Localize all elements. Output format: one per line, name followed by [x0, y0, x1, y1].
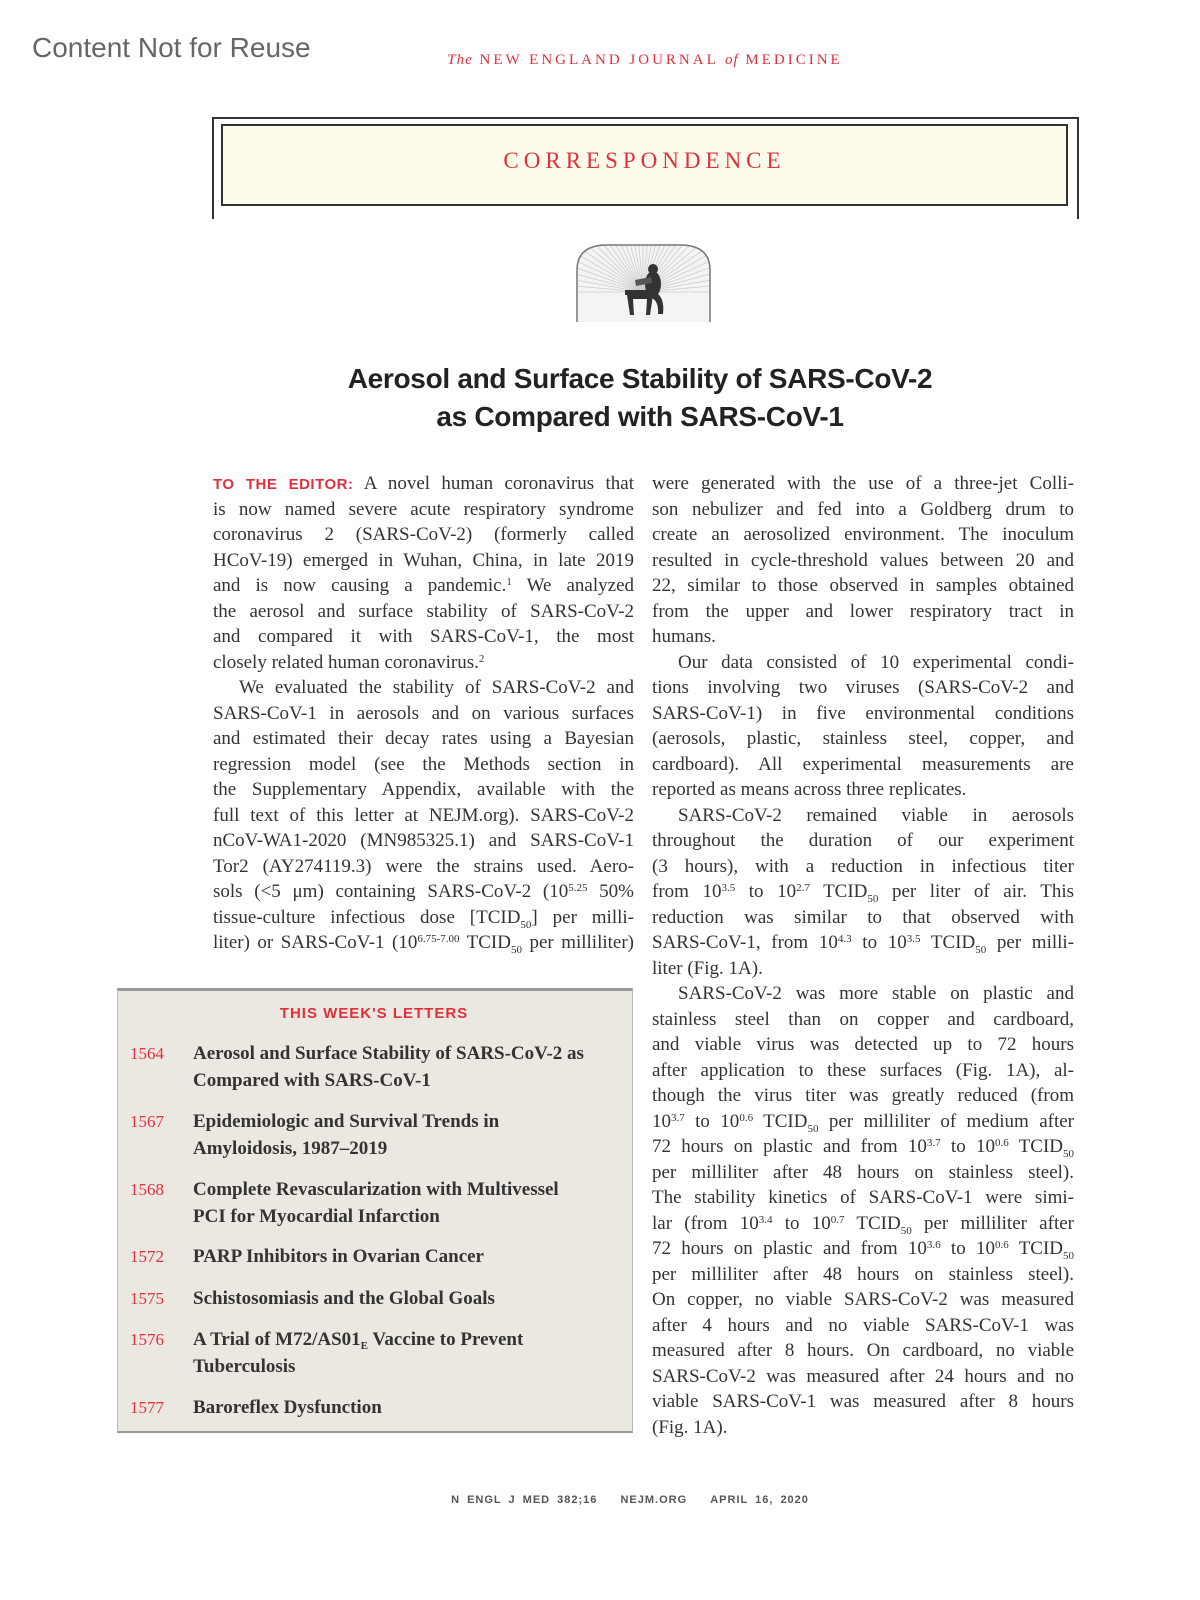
- letter-title: A Trial of $M72/AS01_E$ Vaccine to Prevent Tuberculosis: [193, 1329, 524, 1377]
- superscript: 2.7: [796, 882, 810, 894]
- superscript: 6.75-7.00: [417, 933, 460, 945]
- subscript: 50: [1063, 1250, 1075, 1262]
- text-line: and estimated their decay rates using a Bayesian: [213, 728, 634, 749]
- text-line: (aerosols, plastic, stainless steel, copper, and: [652, 728, 1074, 749]
- text-line: HCoV-19) emerged in Wuhan, China, in late 2019: [213, 549, 634, 571]
- letter-title: Baroreflex Dysfunction: [193, 1397, 382, 1418]
- superscript: 0.6: [995, 1239, 1009, 1251]
- text-line: SARS-CoV-2 remained viable in aerosols: [678, 804, 1074, 826]
- letter-item[interactable]: [130, 1326, 610, 1380]
- lead-in: TO THE EDITOR:: [213, 476, 354, 493]
- scholar-logo-icon: [575, 242, 712, 322]
- letter-title: PARP Inhibitors in Ovarian Cancer: [193, 1246, 484, 1267]
- footer-site: NEJM.ORG: [620, 1494, 688, 1506]
- letter-item[interactable]: [130, 1040, 610, 1094]
- text-line: 72 hours on plastic and from $10^{3.7}$ to $10^{0.6}$ $TCID_{50}$: [652, 1136, 1075, 1160]
- text-line: measured after 8 hours. On cardboard, no viable: [652, 1340, 1074, 1361]
- article-title-line-2: as Compared with SARS-CoV-1: [436, 401, 844, 432]
- subscript: 50: [900, 1224, 912, 1237]
- text-line: and is now causing a pandemic.$^1$ We analyzed: [213, 575, 635, 596]
- text-line: is now named severe acute respiratory syndrome: [213, 498, 634, 520]
- text-line: from $10^{3.5}$ to $10^{2.7}$ $TCID_{50}$ per liter of air. This: [652, 881, 1074, 905]
- subscript: 50: [520, 918, 532, 931]
- text-line: full text of this letter at NEJM.org). SARS-CoV-2: [213, 804, 634, 826]
- journal-masthead: [0, 52, 1200, 69]
- text-line: SARS-CoV-1 in aerosols and on various surfaces: [213, 702, 634, 724]
- superscript: 3.5: [721, 882, 736, 894]
- text-line: SARS-CoV-2 was measured after 24 hours and no: [652, 1365, 1074, 1387]
- text-line: and viable virus was detected up to 72 hours: [652, 1034, 1074, 1055]
- text-line: from the upper and lower respiratory tract in: [652, 600, 1074, 622]
- text-line: tions involving two viruses (SARS-CoV-2 and: [652, 677, 1074, 698]
- text-line: 22, similar to those observed in samples obtained: [652, 575, 1074, 596]
- subscript: 50: [1063, 1148, 1075, 1160]
- text-line: cardboard). All experimental measurements are: [652, 753, 1074, 775]
- page-footer: [0, 1494, 1200, 1506]
- text-line: create an aerosolized environment. The inoculum: [652, 524, 1074, 545]
- subscript: 50: [807, 1122, 819, 1135]
- superscript: 3.7: [671, 1111, 685, 1124]
- text-line: regression model (see the Methods section in: [213, 753, 634, 775]
- text-line: 72 hours on plastic and from $10^{3.6}$ to $10^{0.6}$ $TCID_{50}$: [652, 1238, 1075, 1262]
- text-line: sols (<5 μm) containing SARS-CoV-2 ($10^{5.25}$ 50%: [213, 881, 635, 902]
- text-line: son nebulizer and fed into a Goldberg drum to: [652, 498, 1074, 520]
- watermark-text: Content Not for Reuse: [32, 32, 311, 63]
- text-line: nCoV-WA1-2020 (MN985325.1) and SARS-CoV-1: [213, 830, 634, 851]
- text-line: after application to these surfaces (Fig. 1A), al-: [652, 1059, 1074, 1081]
- text-line: On copper, no viable SARS-CoV-2 was measured: [652, 1289, 1074, 1310]
- text-line: per milliliter after 48 hours on stainless steel).: [652, 1161, 1074, 1183]
- letter-item[interactable]: [130, 1108, 610, 1162]
- text-line: viable SARS-CoV-1 was measured after 8 hours: [652, 1391, 1074, 1412]
- letter-page-number: 1567: [130, 1112, 164, 1131]
- text-line: $10^{3.7}$ to $10^{0.6}$ $TCID_{50}$ per milliliter of medium after: [652, 1110, 1075, 1135]
- subscript: E: [360, 1340, 369, 1352]
- superscript: 3.5: [906, 933, 921, 945]
- superscript: 0.6: [739, 1111, 754, 1124]
- text-line: after 4 hours and no viable SARS-CoV-1 was: [652, 1314, 1074, 1336]
- right-column: [652, 471, 1074, 1440]
- footer-citation: N ENGL J MED 382;16: [451, 1494, 598, 1506]
- superscript: 0.7: [830, 1213, 845, 1226]
- text-line: per milliliter after 48 hours on stainless steel).: [652, 1263, 1074, 1285]
- letter-title: Complete Revascularization with Multivessel PCI for Myocardial Infarction: [193, 1179, 559, 1227]
- text-line: were generated with the use of a three-jet Colli-: [652, 473, 1074, 494]
- letter-page-number: 1575: [130, 1289, 164, 1308]
- letter-page-number: 1568: [130, 1180, 164, 1199]
- text-line: resulted in cycle-threshold values between 20 and: [652, 549, 1074, 571]
- superscript: 2: [478, 652, 485, 665]
- text-line: throughout the duration of our experiment: [652, 830, 1074, 851]
- superscript: 3.6: [926, 1239, 941, 1251]
- superscript: 4.3: [837, 933, 852, 945]
- text-line: TO THE EDITOR: A novel human coronavirus that: [213, 473, 634, 494]
- letter-page-number: 1564: [130, 1044, 164, 1063]
- journal-of: of: [724, 52, 739, 68]
- text-line: (Fig. 1A).: [652, 1416, 728, 1438]
- letter-title: Schistosomiasis and the Global Goals: [193, 1288, 495, 1309]
- footer-date: APRIL 16, 2020: [710, 1494, 809, 1506]
- text-line: coronavirus 2 (SARS-CoV-2) (formerly called: [213, 524, 634, 545]
- article-title: [200, 360, 1080, 436]
- text-line: SARS-CoV-1) in five environmental conditions: [652, 702, 1074, 724]
- text-line: tissue-culture infectious dose $[TCID_{50}]$ per milli-: [213, 906, 634, 931]
- text-line: The stability kinetics of SARS-CoV-1 were simi-: [652, 1187, 1074, 1208]
- letter-page-number: 1572: [130, 1247, 164, 1266]
- letter-item[interactable]: [130, 1176, 610, 1230]
- text-line: humans.: [652, 626, 716, 647]
- text-line: Our data consisted of 10 experimental condi-: [678, 651, 1074, 673]
- letter-page-number: 1576: [130, 1330, 164, 1349]
- subscript: 50: [510, 944, 522, 956]
- letter-item[interactable]: [130, 1285, 610, 1312]
- letter-title: Epidemiologic and Survival Trends in Amyloidosis, 1987–2019: [193, 1111, 500, 1159]
- text-line: the Supplementary Appendix, available with the: [213, 779, 634, 800]
- text-line: though the virus titer was greatly reduced (from: [652, 1085, 1074, 1106]
- superscript: 3.7: [926, 1137, 941, 1149]
- text-line: and compared it with SARS-CoV-1, the most: [213, 626, 634, 647]
- text-line: reduction was similar to that observed with: [652, 906, 1074, 928]
- text-line: reported as means across three replicates.: [652, 779, 967, 800]
- text-line: lar (from $10^{3.4}$ to $10^{0.7}$ $TCID_{50}$ per milliliter after: [652, 1212, 1074, 1237]
- text-line: closely related human coronavirus.$^2$: [213, 651, 485, 673]
- superscript: 0.6: [995, 1137, 1009, 1149]
- text-line: liter (Fig. 1A).: [652, 957, 763, 979]
- text-line: stainless steel than on copper and cardboard,: [652, 1008, 1074, 1030]
- letter-item[interactable]: [130, 1394, 610, 1421]
- letter-title: Aerosol and Surface Stability of SARS-CoV-2 as Compared with SARS-CoV-1: [193, 1043, 584, 1091]
- this-weeks-letters-heading: THIS WEEK'S LETTERS: [279, 1005, 469, 1022]
- text-line: (3 hours), with a reduction in infectious titer: [652, 855, 1074, 877]
- text-line: We evaluated the stability of SARS-CoV-2 and: [239, 677, 634, 698]
- text-line: the aerosol and surface stability of SARS-CoV-2: [213, 600, 634, 622]
- letter-item[interactable]: [130, 1243, 610, 1270]
- journal-name-2: MEDICINE: [745, 52, 843, 68]
- superscript: 5.25: [568, 882, 588, 894]
- text-line: Tor2 (AY274119.3) were the strains used. Aero-: [213, 855, 634, 877]
- section-label: CORRESPONDENCE: [503, 148, 786, 173]
- journal-the: The: [447, 52, 473, 68]
- text-line: liter) or SARS-CoV-1 ($10^{6.75-7.00}$ $TCID_{50}$ per milliliter): [213, 932, 635, 956]
- subscript: 50: [975, 944, 987, 956]
- letter-page-number: 1577: [130, 1398, 164, 1417]
- article-title-line-1: Aerosol and Surface Stability of SARS-CoV-2: [347, 363, 933, 394]
- superscript: 1: [506, 576, 512, 588]
- superscript: 3.4: [758, 1213, 773, 1226]
- text-line: SARS-CoV-2 was more stable on plastic and: [678, 983, 1074, 1004]
- journal-name-1: NEW ENGLAND JOURNAL: [479, 52, 719, 68]
- text-line: SARS-CoV-1, from $10^{4.3}$ to $10^{3.5}$ $TCID_{50}$ per milli-: [652, 932, 1075, 956]
- left-column: [213, 471, 634, 956]
- subscript: 50: [867, 893, 879, 905]
